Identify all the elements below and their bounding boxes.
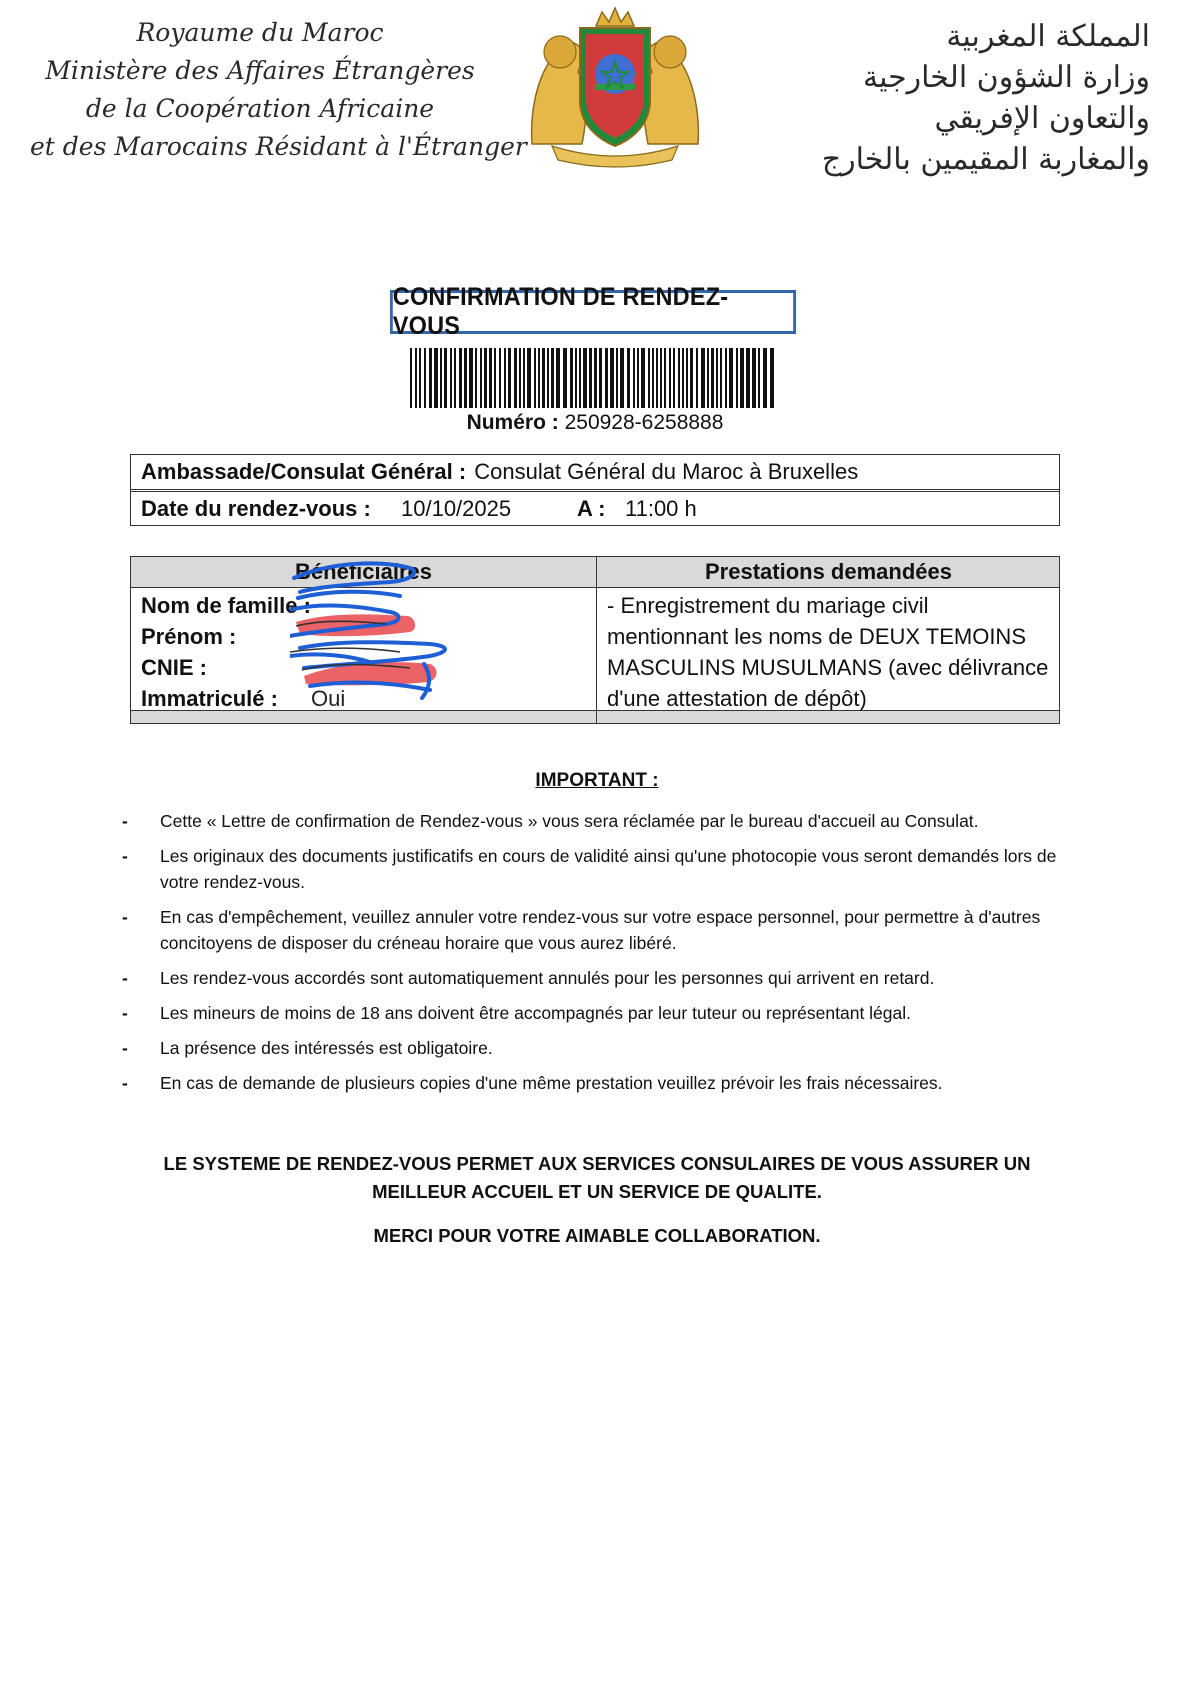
ministry-line-3: de la Coopération Africaine — [85, 94, 435, 123]
immatricule-value: Oui — [311, 686, 346, 711]
list-item: - Les rendez-vous accordés sont automatiquement annulés pour les personnes qui arrivent en retard. — [122, 968, 935, 988]
barcode-bar — [758, 348, 760, 408]
barcode-bar — [480, 348, 482, 408]
document-title: CONFIRMATION DE RENDEZ-VOUS — [390, 290, 796, 334]
barcode-bar — [605, 348, 608, 408]
numero-label: Numéro : — [466, 411, 559, 434]
important-text-4: Les rendez-vous accordés sont automatiquement annulés pour les personnes qui arrivent en retard. — [160, 968, 935, 988]
field-nom: Nom de famille : — [141, 593, 311, 618]
barcode-bar — [599, 348, 602, 408]
appointment-info-table — [130, 454, 1060, 526]
barcode-bar — [534, 348, 536, 408]
barcode-bar — [729, 348, 733, 408]
barcode-bar — [740, 348, 744, 408]
barcode-bar — [519, 348, 521, 408]
important-text-2: Les originaux des documents justificatifs en cours de validité ainsi qu'une photocopie vous seront demandés lors de votre rendez-vous. — [160, 846, 1057, 892]
barcode-bar — [494, 348, 496, 408]
footer-thanks: MERCI POUR VOTRE AIMABLE COLLABORATION. — [373, 1225, 821, 1246]
barcode-bar — [434, 348, 438, 408]
important-text-7: En cas de demande de plusieurs copies d'une même prestation veuillez prévoir les frais nécessaires. — [160, 1073, 943, 1093]
barcode-bar — [570, 348, 573, 408]
list-item: - En cas de demande de plusieurs copies d'une même prestation veuillez prévoir les frais nécessaires. — [122, 1073, 943, 1093]
barcode-bar — [678, 348, 680, 408]
barcode-bar — [725, 348, 727, 408]
barcode-bar — [563, 348, 567, 408]
barcode-bar — [450, 348, 452, 408]
ministry-name-fr — [30, 14, 527, 166]
services-header: Prestations demandées — [705, 559, 952, 584]
date-label: Date du rendez-vous : — [141, 496, 371, 521]
list-item: - En cas d'empêchement, veuillez annuler votre rendez-vous sur votre espace personnel, pour permettre à d'autres concitoyens de disposer du créneau horaire que vous aurez libéré. — [122, 907, 1041, 953]
barcode-bar — [664, 348, 666, 408]
barcode-bar — [514, 348, 517, 408]
barcode-bar — [610, 348, 614, 408]
consulate-value: Consulat Général du Maroc à Bruxelles — [474, 459, 859, 484]
important-text-6: La présence des intéressés est obligatoire. — [160, 1038, 493, 1058]
barcode-bar — [419, 348, 421, 408]
time-value: 11:00 h — [625, 496, 697, 521]
barcode-bar — [489, 348, 492, 408]
barcode-bar — [475, 348, 477, 408]
barcode-bar — [424, 348, 426, 408]
barcode-bar — [696, 348, 698, 408]
important-text-1: Cette « Lettre de confirmation de Rendez-vous » vous sera réclamée par le bureau d'accueil au Consulat. — [160, 811, 979, 831]
ministry-ar-line-4: والمغاربة المقيمين بالخارج — [821, 142, 1150, 177]
barcode-bar — [499, 348, 501, 408]
date-row — [131, 491, 1059, 526]
barcode-bar — [673, 348, 675, 408]
coat-of-arms-icon — [522, 4, 708, 170]
ministry-line-4: et des Marocains Résidant à l'Étranger — [30, 132, 527, 161]
date-value: 10/10/2025 — [401, 496, 512, 521]
ministry-ar-line-2: وزارة الشؤون الخارجية — [863, 60, 1150, 95]
barcode-bar — [669, 348, 671, 408]
barcode-bar — [637, 348, 639, 408]
field-cnie: CNIE : — [141, 655, 207, 680]
important-text-5: Les mineurs de moins de 18 ans doivent être accompagnés par leur tuteur ou représentant légal. — [160, 1003, 912, 1023]
barcode-bar — [440, 348, 442, 408]
barcode-bar — [459, 348, 462, 408]
barcode-bar — [523, 348, 525, 408]
barcode-bar — [551, 348, 554, 408]
beneficiaries-header: Bénéficiaires — [295, 559, 432, 584]
barcode-bar — [716, 348, 718, 408]
footer-line-1: LE SYSTEME DE RENDEZ-VOUS PERMET AUX SERVICES CONSULAIRES DE VOUS ASSURER UN — [163, 1153, 1031, 1174]
barcode-bar — [538, 348, 540, 408]
list-item: - Les mineurs de moins de 18 ans doivent être accompagnés par leur tuteur ou représentant légal. — [122, 1003, 912, 1023]
consulate-label: Ambassade/Consulat Général : — [141, 459, 467, 484]
field-immatricule: Immatriculé : — [141, 686, 278, 711]
list-item: - Les originaux des documents justificatifs en cours de validité ainsi qu'une photocopie vous seront demandés lors de votre rendez-vous. — [122, 846, 1057, 892]
ministry-line-2: Ministère des Affaires Étrangères — [45, 56, 475, 85]
barcode-bar — [763, 348, 767, 408]
barcode-icon — [410, 348, 774, 408]
barcode-bar — [484, 348, 487, 408]
barcode-bar — [415, 348, 417, 408]
barcode-bar — [579, 348, 581, 408]
barcode-bar — [444, 348, 447, 408]
barcode-bar — [508, 348, 511, 408]
barcode-bar — [589, 348, 592, 408]
barcode-bar — [542, 348, 545, 408]
barcode-bar — [682, 348, 684, 408]
barcode-bar — [711, 348, 714, 408]
important-title: IMPORTANT : — [535, 770, 659, 791]
footer-line-2: MEILLEUR ACCUEIL ET UN SERVICE DE QUALITE. — [372, 1181, 822, 1202]
barcode-bar — [504, 348, 506, 408]
appointment-number — [380, 411, 810, 435]
beneficiary-fields — [141, 590, 311, 714]
list-item: - La présence des intéressés est obligatoire. — [122, 1038, 493, 1058]
barcode-bar — [690, 348, 693, 408]
barcode-bar — [707, 348, 709, 408]
ministry-ar-line-1: المملكة المغربية — [946, 19, 1150, 54]
barcode-bar — [660, 348, 662, 408]
barcode-bar — [656, 348, 658, 408]
barcode-bar — [627, 348, 630, 408]
field-prenom: Prénom : — [141, 624, 237, 649]
important-list — [118, 808, 1098, 1105]
barcode-bar — [469, 348, 473, 408]
barcode-bar — [616, 348, 618, 408]
barcode-bar — [752, 348, 756, 408]
barcode-bar — [464, 348, 467, 408]
barcode-bar — [583, 348, 587, 408]
barcode-bar — [547, 348, 549, 408]
ministry-name-ar — [790, 16, 1150, 180]
barcode-bar — [594, 348, 597, 408]
time-label: A : — [577, 496, 606, 521]
barcode-bar — [575, 348, 577, 408]
list-item: - Cette « Lettre de confirmation de Rendez-vous » vous sera réclamée par le bureau d'accueil au Consulat. — [122, 811, 979, 831]
barcode-bar — [736, 348, 738, 408]
barcode-bar — [429, 348, 432, 408]
barcode-bar — [633, 348, 635, 408]
barcode-bar — [770, 348, 774, 408]
barcode-bar — [701, 348, 705, 408]
barcode-bar — [410, 348, 412, 408]
barcode-bar — [527, 348, 531, 408]
barcode-bar — [454, 348, 456, 408]
barcode-bar — [720, 348, 722, 408]
important-text-3: En cas d'empêchement, veuillez annuler votre rendez-vous sur votre espace personnel, pour permettre à d'autres concitoyens de disposer du créneau horaire que vous aurez libéré. — [160, 907, 1041, 953]
barcode-bar — [620, 348, 624, 408]
barcode-bar — [648, 348, 650, 408]
ministry-line-1: Royaume du Maroc — [136, 18, 384, 47]
redaction-scribble — [290, 552, 490, 708]
beneficiary-table — [130, 556, 1060, 724]
numero-value: 250928-6258888 — [564, 411, 724, 434]
barcode-bar — [652, 348, 654, 408]
barcode-bar — [746, 348, 750, 408]
barcode-bar — [686, 348, 688, 408]
barcode-bar — [556, 348, 560, 408]
barcode-bar — [641, 348, 645, 408]
requested-service: - Enregistrement du mariage civil mentionnant les noms de DEUX TEMOINS MASCULINS MUSULMANS (avec délivrance d'une attestation de dépôt) — [607, 593, 1049, 711]
consulate-row — [131, 455, 1059, 490]
ministry-ar-line-3: والتعاون الإفريقي — [934, 101, 1150, 136]
